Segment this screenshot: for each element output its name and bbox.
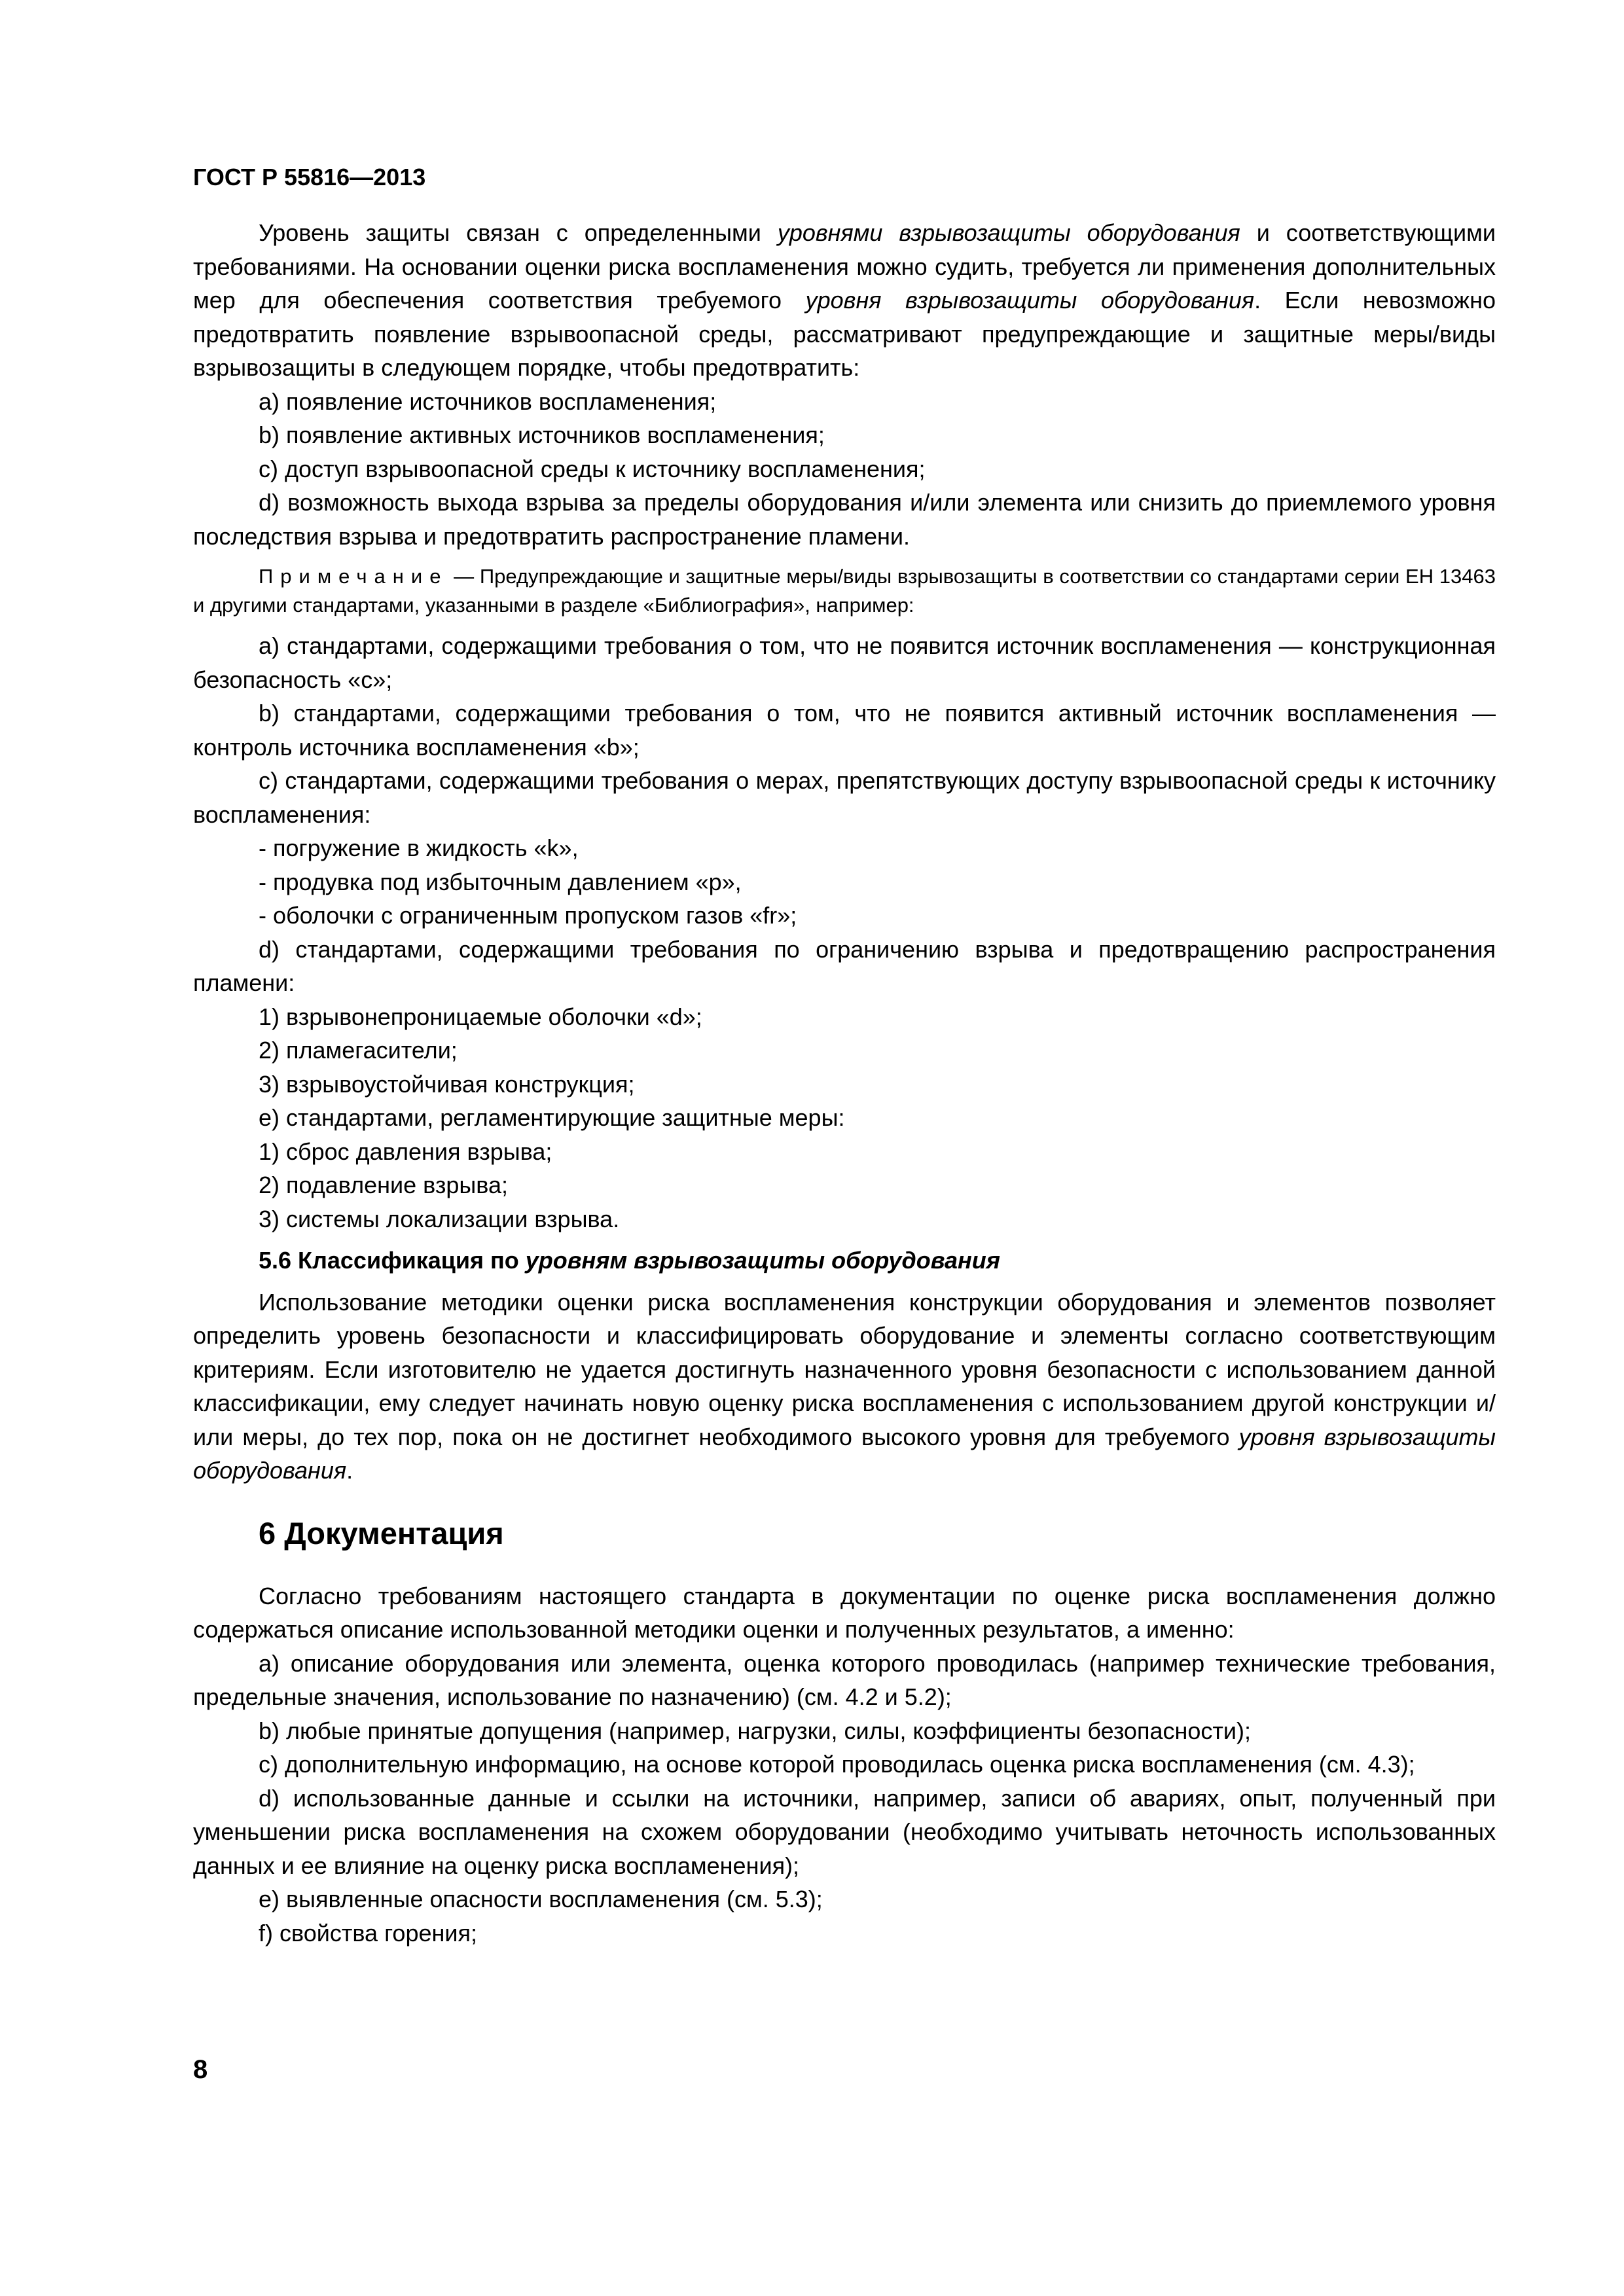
- list-item: d) возможность выхода взрыва за пределы оборудования и/или элемента или снизить до приемлемого уровня последствия взрыва и предотвратить распространение пламени.: [193, 489, 1496, 550]
- intro-paragraph: [193, 216, 1496, 385]
- doc-list-item: b) любые принятые допущения (например, нагрузки, силы, коэффициенты безопасности);: [259, 1717, 1251, 1744]
- standard-item: b) стандартами, содержащими требования о том, что не появится активный источник воспламенения — контроль источника воспламенения «b»;: [193, 700, 1496, 761]
- document-code: ГОСТ Р 55816—2013: [193, 164, 426, 190]
- sub-list-item: 3) взрывоустойчивая конструкция;: [259, 1070, 635, 1098]
- list-item: b) появление активных источников воспламенения;: [259, 422, 825, 448]
- sub-list-item: - оболочки с ограниченным пропуском газов «fr»;: [259, 902, 797, 929]
- page-content: [193, 216, 1496, 1950]
- subsection-heading: [193, 1244, 1496, 1278]
- page-number: 8: [193, 2055, 208, 2084]
- doc-list-item: c) дополнительную информацию, на основе которой проводилась оценка риска воспламенения (см. 4.3);: [259, 1751, 1415, 1778]
- sub-list-item: 1) сброс давления взрыва;: [259, 1138, 552, 1165]
- sub-list-item: - продувка под избыточным давлением «p»,: [259, 868, 742, 895]
- standard-item: c) стандартами, содержащими требования о мерах, препятствующих доступу взрывоопасной среды к источнику воспламенения:: [193, 767, 1496, 828]
- standard-item: a) стандартами, содержащими требования о том, что не появится источник воспламенения — конструкционная безопасность «c»;: [193, 632, 1496, 693]
- italic-term: уровня взрывозащиты оборудования: [193, 1423, 1496, 1484]
- list-item: a) появление источников воспламенения;: [259, 387, 717, 415]
- note-text: — Предупреждающие и защитные меры/виды взрывозащиты в соответствии со стандартами серии ЕН 13463 и другими стандартами, указанными в разделе «Библиография», например:: [193, 565, 1496, 617]
- list-item: c) доступ взрывоопасной среды к источнику воспламенения;: [259, 455, 926, 482]
- italic-term: уровням взрывозащиты оборудования: [525, 1247, 1000, 1274]
- text-run: Использование методики оценки риска воспламенения конструкции оборудования и элементов позволяет определить уровень безопасности и классифицировать оборудование и элементы согласно соответствующим критериям. Если изготовителю не удается достигнуть назначенного уровня безопасности с использованием данной классификации, ему следует начинать новую оценку риска воспламенения с использованием другой конструкции и/или меры, до тех пор, пока он не достигнет необходимого высокого уровня для требуемого: [193, 1288, 1496, 1450]
- section-title: 6 Документация: [259, 1515, 504, 1551]
- doc-list-item: e) выявленные опасности воспламенения (см. 5.3);: [259, 1886, 823, 1912]
- sub-list-item: 1) взрывонепроницаемые оболочки «d»;: [259, 1003, 702, 1030]
- classification-paragraph: [193, 1285, 1496, 1488]
- text-run: Уровень защиты связан с определенными: [259, 219, 778, 246]
- doc-list-item: d) использованные данные и ссылки на источники, например, записи об авариях, опыт, полученный при уменьшении риска воспламенения на схожем оборудовании (необходимо учитывать неточность использованных данных и ее влияние на оценку риска воспламенения);: [193, 1784, 1496, 1879]
- standard-item: d) стандартами, содержащими требования по ограничению взрыва и предотвращению распространения пламени:: [193, 935, 1496, 996]
- sub-list-item: 2) пламегасители;: [259, 1037, 458, 1064]
- subsection-number: 5.6 Классификация по: [259, 1247, 526, 1274]
- text-run: . Если невозможно предотвратить появление взрывоопасной среды, рассматривают предупреждающие и защитные меры/виды взрывозащиты в следующем порядке, чтобы предотвратить:: [193, 287, 1496, 381]
- sub-list-item: 2) подавление взрыва;: [259, 1172, 508, 1198]
- sub-list-item: 3) системы локализации взрыва.: [259, 1205, 620, 1232]
- sub-list-item: - погружение в жидкость «k»,: [259, 834, 579, 861]
- note-label: Примечание: [259, 565, 448, 588]
- doc-list-item: f) свойства горения;: [259, 1919, 477, 1946]
- text-run: и соответствующими требованиями. На основании оценки риска воспламенения можно судить, требуется ли применения дополнительных мер для обеспечения соответствия требуемого: [193, 219, 1496, 314]
- text-run: .: [346, 1457, 353, 1484]
- standard-item: e) стандартами, регламентирующие защитные меры:: [259, 1104, 845, 1131]
- italic-term: уровнями взрывозащиты оборудования: [777, 219, 1240, 246]
- italic-term: уровня взрывозащиты оборудования: [805, 287, 1255, 314]
- section-intro: Согласно требованиям настоящего стандарта в документации по оценке риска воспламенения должно содержаться описание использованной методики оценки и полученных результатов, а именно:: [193, 1582, 1496, 1643]
- note-paragraph: [193, 562, 1496, 620]
- doc-list-item: a) описание оборудования или элемента, оценка которого проводилась (например технические требования, предельные значения, использование по назначению) (см. 4.2 и 5.2);: [193, 1649, 1496, 1710]
